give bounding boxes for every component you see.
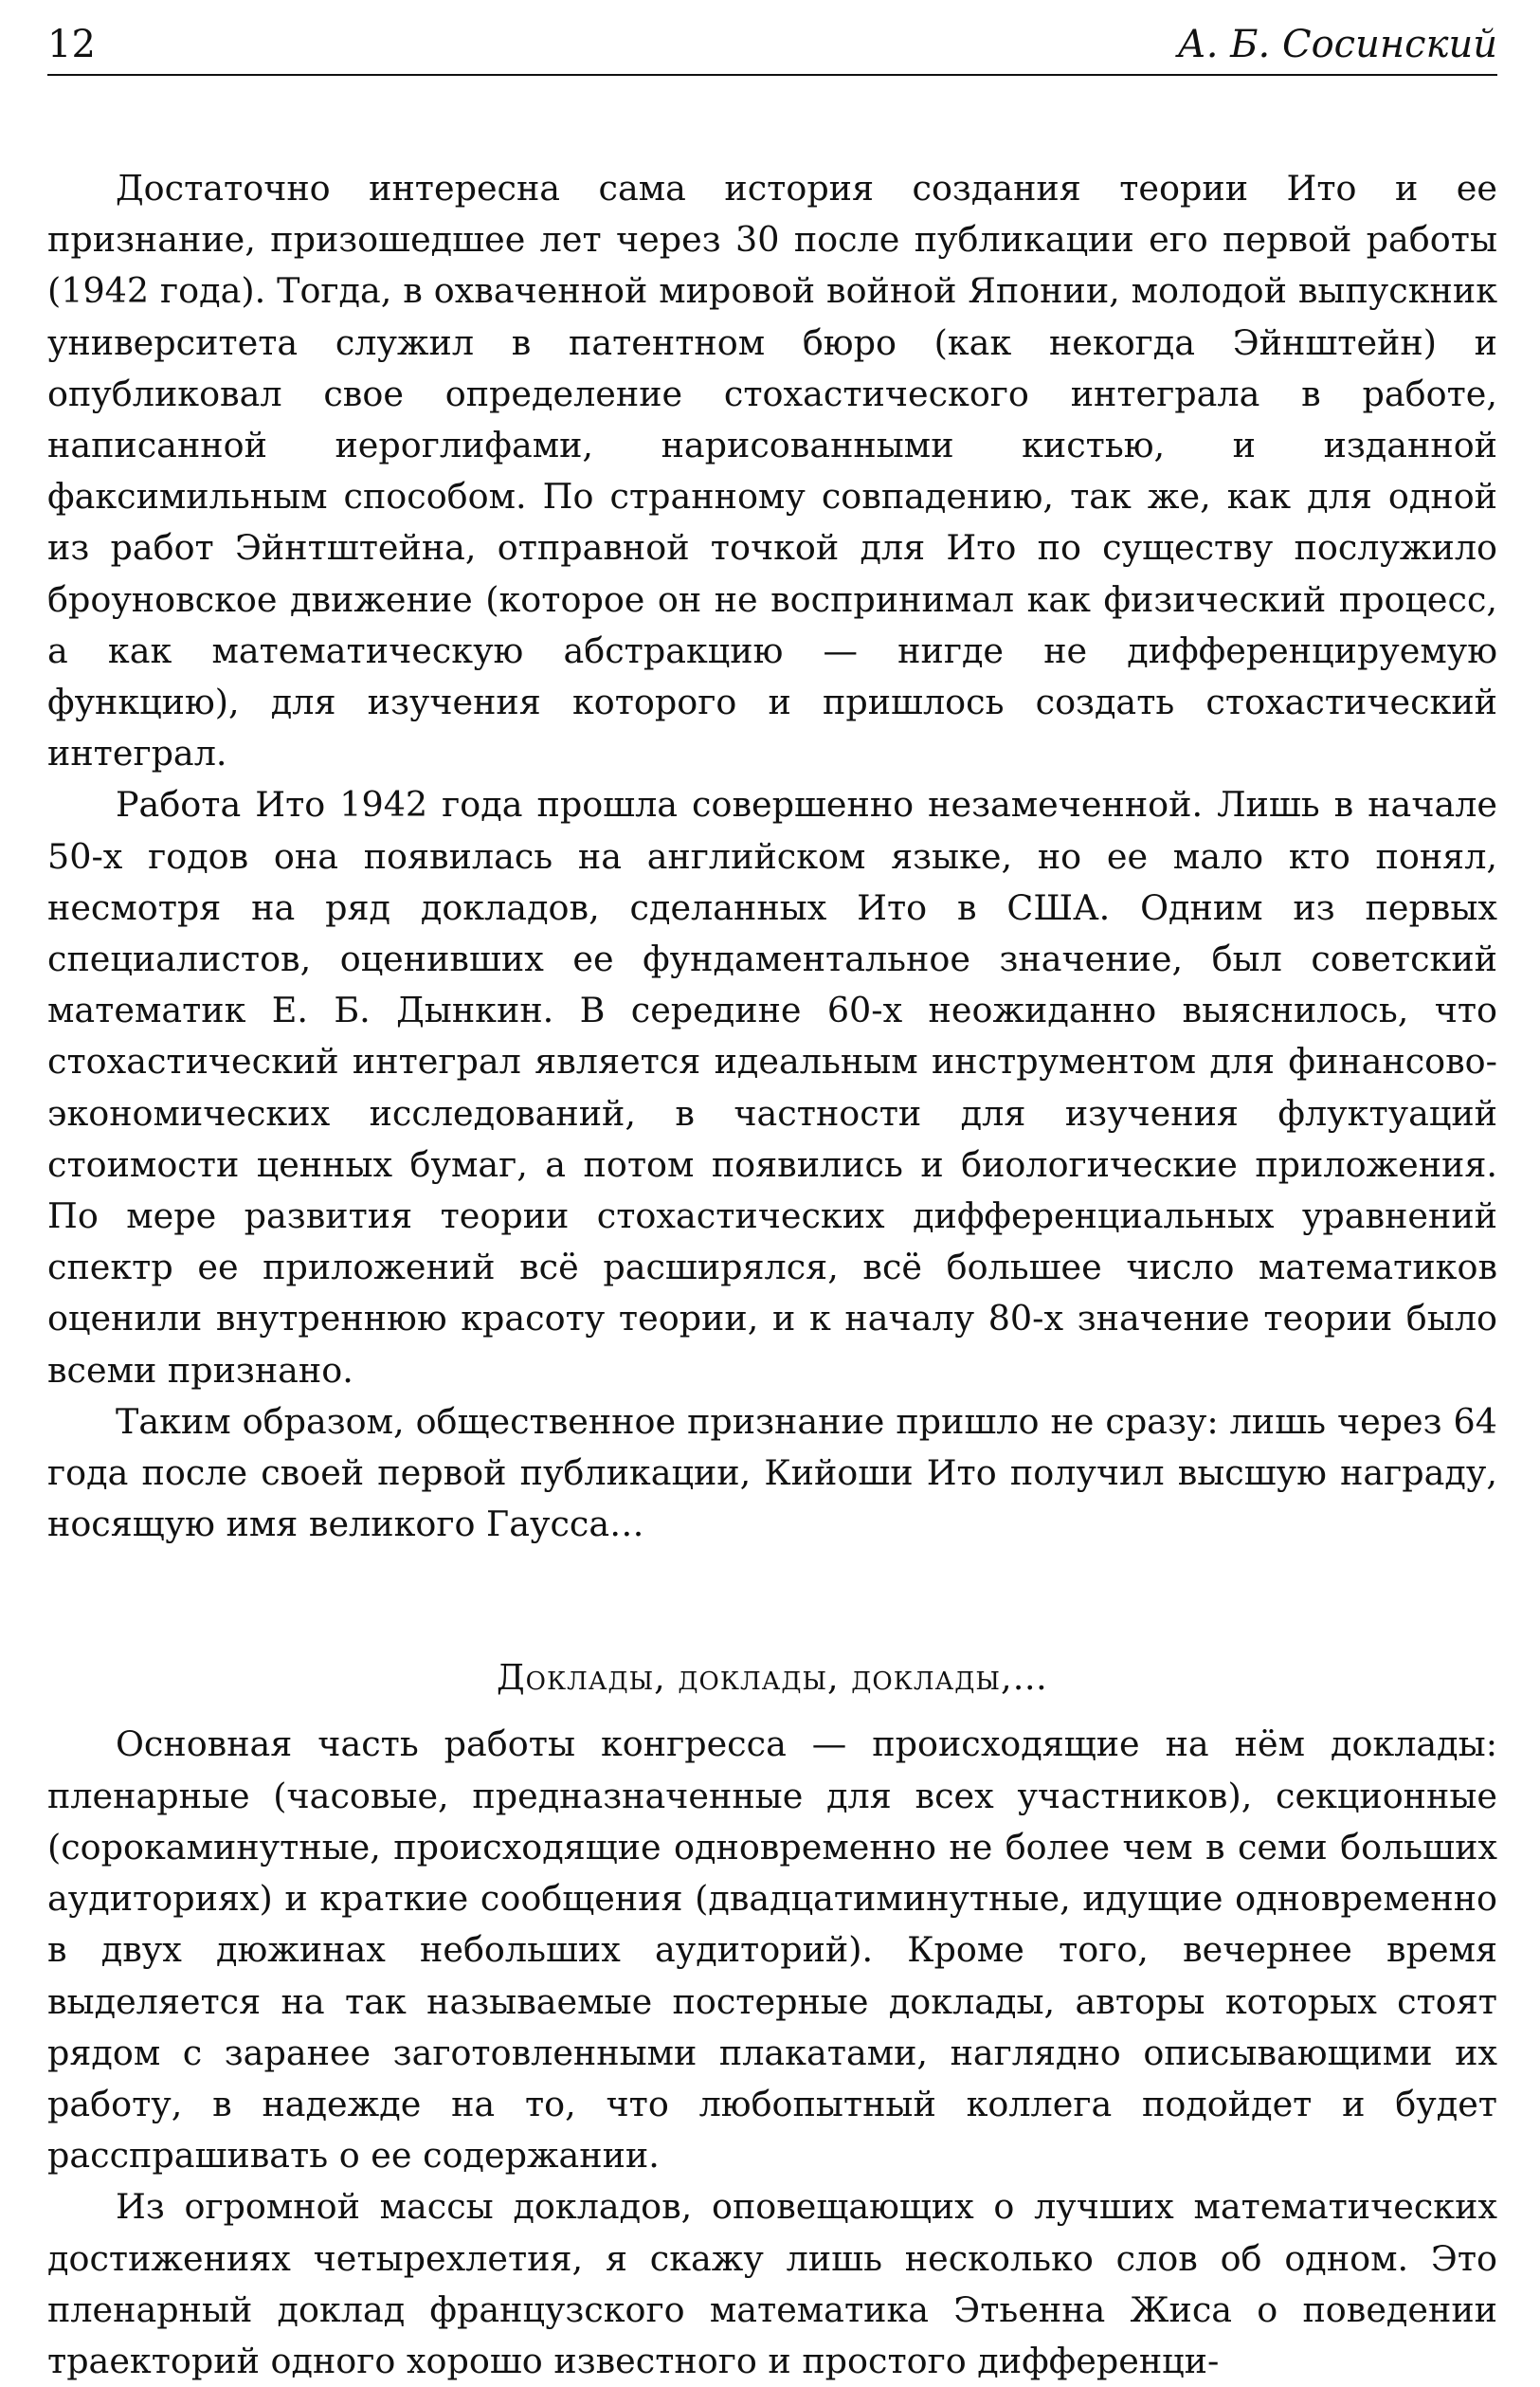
body-text xyxy=(47,163,1497,2387)
paragraph-congress-talks: Основная часть работы конгресса — происходящие на нём доклады: пленарные (часовые, предназначенные для всех участников), секционные (сорокаминутные, происходящие одновременно не более чем в семи больших аудиториях) и краткие сообщения (двадцатиминутные, идущие одновременно в двух дюжинах небольших аудиторий). Кроме того, вечернее время выделяется на так называемые постерные доклады, авторы которых стоят рядом с заранее заготовленными плакатами, наглядно описывающими их работу, в надежде на то, что любопытный коллега подойдет и будет расспрашивать о ее содержании. xyxy=(47,1723,1497,2177)
page xyxy=(47,21,1497,2387)
paragraph-ito-gauss-prize: Таким образом, общественное признание пришло не сразу: лишь через 64 года после своей первой публикации, Кийоши Ито получил высшую награду, носящую имя великого Гаусса… xyxy=(47,1400,1497,1545)
page-number: 12 xyxy=(47,23,96,66)
paragraph-ito-recognition: Работа Ито 1942 года прошла совершенно незамеченной. Лишь в начале 50-х годов она появилась на английском языке, но ее мало кто понял, несмотря на ряд докладов, сделанных Ито в США. Одним из первых специалистов, оценивших ее фундаментальное значение, был советский математик Е. Б. Дынкин. В середине 60-х неожиданно выяснилось, что стохастический интеграл является идеальным инструментом для финансово-экономических исследований, в частности для изучения флуктуаций стоимости ценных бумаг, а потом появились и биологические приложения. По мере развития теории стохастических дифференциальных уравнений спектр ее приложений всё расширялся, всё большее число математиков оценили внутреннюю красоту теории, и к началу 80-х значение теории было всеми признано. xyxy=(47,784,1497,1391)
paragraph-ito-history: Достаточно интересна сама история создания теории Ито и ее признание, призошедшее лет через 30 после публикации его первой работы (1942 года). Тогда, в охваченной мировой войной Японии, молодой выпускник университета служил в патентном бюро (как некогда Эйнштейн) и опубликовал свое определение стохастического интеграла в работе, написанной иероглифами, нарисованными кистью, и изданной факсимильным способом. По странному совпадению, так же, как для одной из работ Эйнтштейна, отправной точкой для Ито по существу послужило броуновское движение (которое он не воспринимал как физический процесс, а как математическую абстракцию — нигде не дифференцируемую функцию), для изучения которого и пришлось создать стохастический интеграл. xyxy=(47,168,1497,774)
paragraph-ghys-talk: Из огромной массы докладов, оповещающих о лучших математических достижениях четырехлетия, я скажу лишь несколько слов об одном. Это пленарный доклад французского математика Этьенна Жиса о поведении траекторий одного хорошо известного и простого дифференци- xyxy=(47,2186,1497,2381)
section-title: Доклады, доклады, доклады,… xyxy=(496,1657,1049,1699)
running-header xyxy=(47,21,1497,76)
running-head-author: А. Б. Сосинский xyxy=(1177,23,1497,66)
